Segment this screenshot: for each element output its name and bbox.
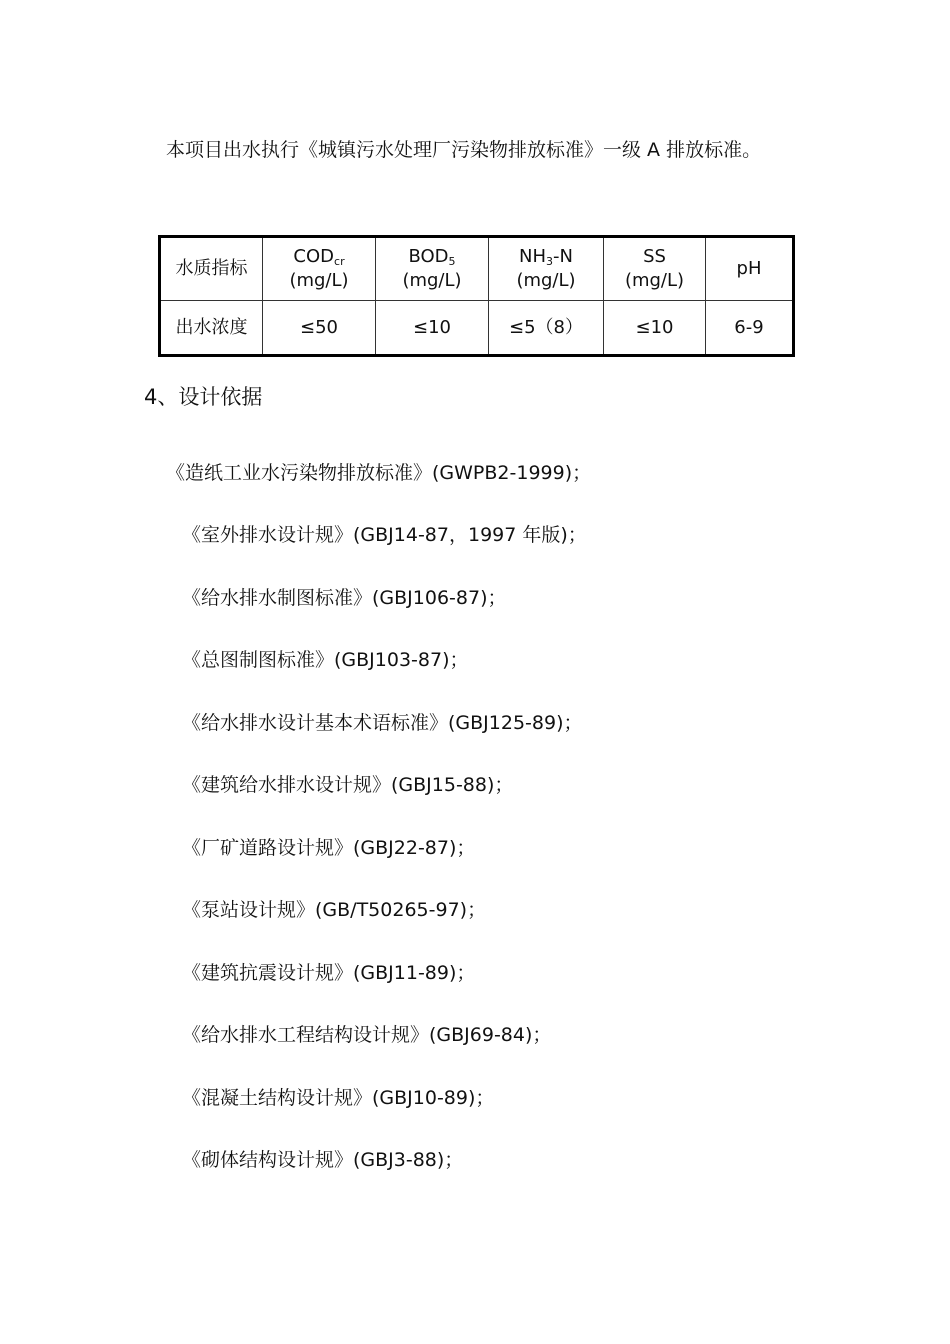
header-indicator-label: 水质指标 [160,237,263,301]
ss-unit: (mg/L) [624,270,685,291]
value-ss: ≤10 [604,301,706,356]
cod-subscript: cr [334,255,345,268]
bod-name: BOD [408,246,449,267]
bod-subscript: 5 [448,255,456,268]
value-bod: ≤10 [376,301,489,356]
reference-item: 《厂矿道路设计规》(GBJ22-87)； [182,837,476,859]
value-ph: 6-9 [706,301,794,356]
nh3n-suffix: -N [553,246,573,267]
reference-item: 《砌体结构设计规》(GBJ3-88)； [182,1149,464,1171]
header-bod [376,237,489,301]
reference-item: 《给水排水制图标准》(GBJ106-87)； [182,587,507,609]
reference-item: 《建筑抗震设计规》(GBJ11-89)； [182,962,476,984]
header-ph [706,237,794,301]
reference-item: 《总图制图标准》(GBJ103-87)； [182,649,469,671]
cod-unit: (mg/L) [289,270,349,291]
header-ss [604,237,706,301]
reference-item: 《泵站设计规》(GB/T50265-97)； [182,899,487,921]
value-nh3n: ≤5（8） [489,301,604,356]
value-cod: ≤50 [263,301,376,356]
nh3n-unit: (mg/L) [516,270,576,291]
table-values-row [160,301,794,356]
nh3n-name: NH [519,246,547,267]
reference-item: 《室外排水设计规》(GBJ14-87，1997 年版)； [182,524,587,546]
nh3n-subscript: 3 [546,255,554,268]
section-title: 4、设计依据 [144,385,263,409]
ss-name: SS [643,246,666,267]
values-label: 出水浓度 [160,301,263,356]
reference-item: 《造纸工业水污染物排放标准》(GWPB2-1999)； [166,462,592,484]
reference-item: 《建筑给水排水设计规》(GBJ15-88)； [182,774,514,796]
header-nh3n [489,237,604,301]
cod-name: COD [293,246,335,267]
header-cod [263,237,376,301]
bod-unit: (mg/L) [402,270,462,291]
reference-item: 《给水排水工程结构设计规》(GBJ69-84)； [182,1024,552,1046]
water-quality-table [158,235,795,357]
table-header-row [160,237,794,301]
reference-item: 《给水排水设计基本术语标准》(GBJ125-89)； [182,712,583,734]
reference-item: 《混凝土结构设计规》(GBJ10-89)； [182,1087,495,1109]
ph-name: pH [736,258,762,279]
intro-paragraph: 本项目出水执行《城镇污水处理厂污染物排放标准》一级 A 排放标准。 [166,139,762,161]
